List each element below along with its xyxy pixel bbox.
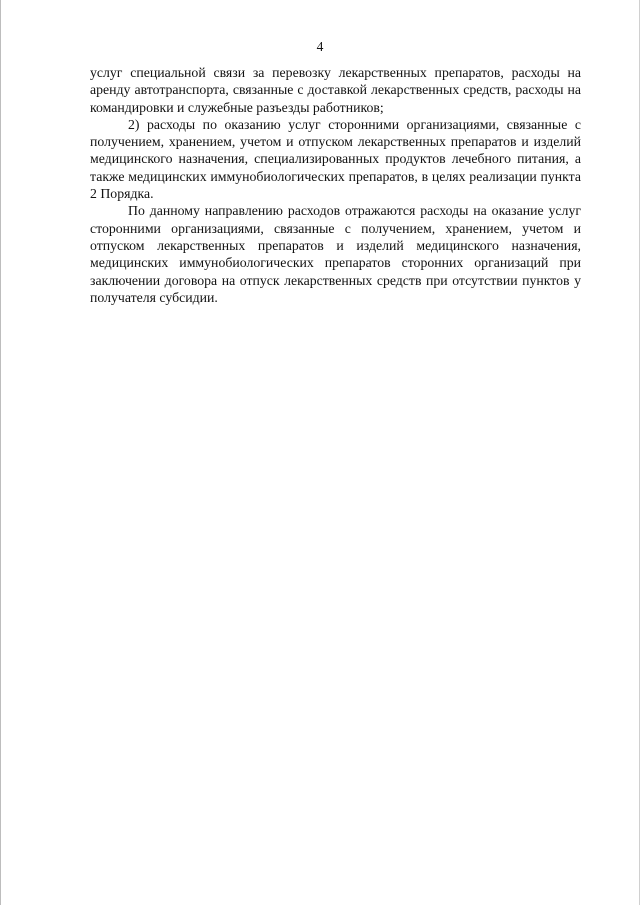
paragraph-item-2: 2) расходы по оказанию услуг сторонними организациями, связанные с получением, хранением, учетом и отпуском лекарственных препаратов и изделий медицинского назначения, специализированных продуктов лечебного питания, а также медицинских иммунобиологических препаратов, в целях реализации пункта 2 Порядка. <box>90 116 581 202</box>
scan-left-edge <box>0 0 1 905</box>
paragraph-expenses-direction: По данному направлению расходов отражаются расходы на оказание услуг сторонними организациями, связанные с получением, хранением, учетом и отпуском лекарственных препаратов и изделий медицинского назначения, медицинских иммунобиологических препаратов сторонних организаций при заключении договора на отпуск лекарственных средств при отсутствии пунктов у получателя субсидии. <box>90 203 581 305</box>
paragraph-continuation: услуг специальной связи за перевозку лекарственных препаратов, расходы на аренду автотранспорта, связанные с доставкой лекарственных средств, расходы на командировки и служебные разъезды работников; <box>90 65 581 115</box>
page-number: 4 <box>316 39 324 54</box>
body-text <box>90 64 581 306</box>
